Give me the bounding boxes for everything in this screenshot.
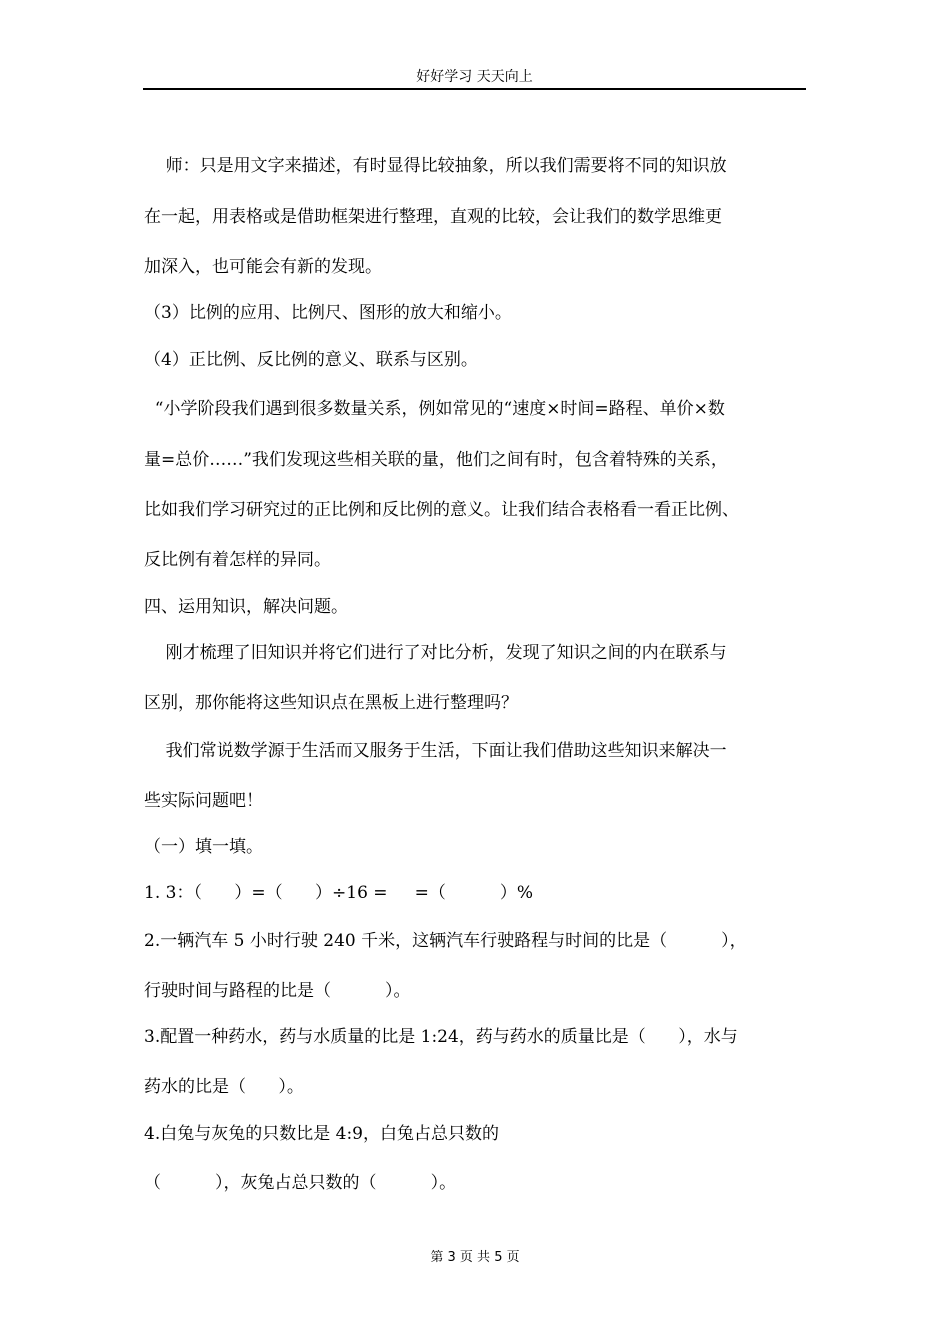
text-line: 在一起，用表格或是借助框架进行整理，直观的比较，会让我们的数学思维更 xyxy=(144,207,722,227)
text-line: 反比例有着怎样的异同。 xyxy=(144,550,331,570)
text-line: 我们常说数学源于生活而又服务于生活，下面让我们借助这些知识来解决一 xyxy=(144,741,727,761)
text-line: 些实际问题吧！ xyxy=(144,791,263,811)
header-divider xyxy=(143,88,806,90)
text-line: 师：只是用文字来描述，有时显得比较抽象，所以我们需要将不同的知识放 xyxy=(144,156,727,176)
subsection-heading: （一）填一填。 xyxy=(144,837,263,857)
exercise-line: 4.白兔与灰兔的只数比是 4:9，白兔占总只数的 xyxy=(144,1124,499,1144)
exercise-line: （ ），灰兔占总只数的（ ）。 xyxy=(144,1173,457,1193)
exercise-line: 药水的比是（ ）。 xyxy=(144,1077,304,1097)
exercise-line: 行驶时间与路程的比是（ ）。 xyxy=(144,981,411,1001)
exercise-line: 2.一辆汽车 5 小时行驶 240 千米，这辆汽车行驶路程与时间的比是（ ）， xyxy=(144,931,747,951)
section-heading: 四、运用知识，解决问题。 xyxy=(144,597,348,617)
text-line: 量=总价……”我们发现这些相关联的量，他们之间有时，包含着特殊的关系， xyxy=(144,450,728,470)
exercise-line: 3.配置一种药水，药与水质量的比是 1:24，药与药水的质量比是（ ），水与 xyxy=(144,1027,738,1047)
text-line: （3）比例的应用、比例尺、图形的放大和缩小。 xyxy=(144,303,512,323)
text-line: 加深入，也可能会有新的发现。 xyxy=(144,257,382,277)
text-line: （4）正比例、反比例的意义、联系与区别。 xyxy=(144,350,478,370)
text-line: “小学阶段我们遇到很多数量关系，例如常见的“速度×时间=路程、单价×数 xyxy=(144,399,725,419)
page-number: 第 3 页 共 5 页 xyxy=(430,1250,520,1265)
page-header: 好好学习 天天向上 xyxy=(416,69,533,85)
exercise-line: 1. 3：（ ）=（ ）÷16 = =（ ）% xyxy=(144,883,534,903)
text-line: 区别，那你能将这些知识点在黑板上进行整理吗？ xyxy=(144,693,518,713)
text-line: 比如我们学习研究过的正比例和反比例的意义。让我们结合表格看一看正比例、 xyxy=(144,500,739,520)
text-line: 刚才梳理了旧知识并将它们进行了对比分析，发现了知识之间的内在联系与 xyxy=(144,643,727,663)
